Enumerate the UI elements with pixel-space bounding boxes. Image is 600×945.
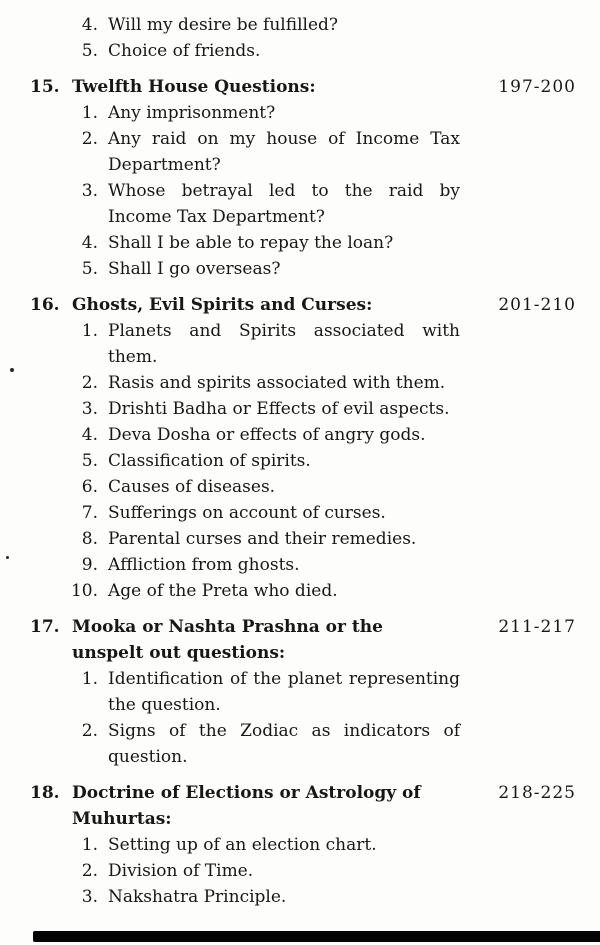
item-text: Age of the Preta who died.: [108, 581, 338, 601]
section-page-range: 201-210: [498, 295, 576, 315]
item-text: Identification of the planet representing the question.: [108, 669, 460, 715]
item-number: 4.: [81, 233, 98, 253]
toc-item: [70, 448, 600, 474]
section-header: [30, 614, 600, 666]
item-text: Division of Time.: [108, 861, 254, 881]
toc-item: [70, 526, 600, 552]
toc-item: [70, 370, 600, 396]
item-number: 9.: [81, 555, 98, 575]
toc-item: [70, 858, 600, 884]
item-number: 5.: [81, 451, 98, 471]
item-text: Any raid on my house of Income Tax Department?: [108, 129, 460, 175]
toc-item: [70, 256, 600, 282]
item-text: Shall I go overseas?: [108, 259, 281, 279]
item-number: 6.: [81, 477, 98, 497]
item-text: Deva Dosha or effects of angry gods.: [108, 425, 426, 445]
item-text: Parental curses and their remedies.: [108, 529, 417, 549]
section-header: [30, 74, 600, 100]
item-number: 5.: [81, 41, 98, 61]
toc-item: [70, 100, 600, 126]
item-number: 1.: [81, 321, 98, 341]
toc-item: [70, 474, 600, 500]
toc-item: [70, 578, 600, 604]
section-number: 18.: [30, 783, 60, 803]
section-number: 16.: [30, 295, 60, 315]
item-text: Will my desire be fulfilled?: [108, 15, 339, 35]
section-title: Twelfth House Questions:: [72, 77, 316, 97]
toc-item: [70, 230, 600, 256]
section-number: 17.: [30, 617, 60, 637]
item-text: Shall I be able to repay the loan?: [108, 233, 394, 253]
toc-item: [70, 318, 600, 370]
toc-item: [70, 178, 600, 230]
item-number: 2.: [81, 721, 98, 741]
toc-section: [30, 780, 600, 910]
item-text: Rasis and spirits associated with them.: [108, 373, 446, 393]
toc-item: [70, 422, 600, 448]
item-number: 1.: [81, 103, 98, 123]
toc-item: [70, 126, 600, 178]
section-page-range: 211-217: [498, 617, 576, 637]
toc-item: [70, 832, 600, 858]
item-number: 10.: [70, 581, 98, 601]
section-title: Ghosts, Evil Spirits and Curses:: [72, 295, 373, 315]
item-number: 4.: [81, 425, 98, 445]
item-text: Classification of spirits.: [108, 451, 311, 471]
toc-section: [30, 74, 600, 282]
item-text: Setting up of an election chart.: [108, 835, 377, 855]
toc-item: [70, 500, 600, 526]
item-number: 4.: [81, 15, 98, 35]
item-number: 3.: [81, 181, 98, 201]
item-number: 7.: [81, 503, 98, 523]
item-text: Planets and Spirits associated with them.: [108, 321, 460, 367]
item-number: 2.: [81, 861, 98, 881]
item-text: Causes of diseases.: [108, 477, 276, 497]
toc-item: [70, 396, 600, 422]
section-title: Mooka or Nashta Prashna or the unspelt out questions:: [72, 617, 383, 663]
toc-item: [70, 12, 600, 38]
toc-item: [70, 38, 600, 64]
item-number: 3.: [81, 399, 98, 419]
toc-section: [30, 292, 600, 604]
item-number: 8.: [81, 529, 98, 549]
scan-speck: [6, 556, 9, 559]
item-number: 1.: [81, 669, 98, 689]
section-header: [30, 292, 600, 318]
item-text: Whose betrayal led to the raid by Income Tax Department?: [108, 181, 460, 227]
item-text: Choice of friends.: [108, 41, 261, 61]
section-header: [30, 780, 600, 832]
item-text: Affliction from ghosts.: [108, 555, 300, 575]
toc-item: [70, 666, 600, 718]
section-number: 15.: [30, 77, 60, 97]
section-page-range: 218-225: [498, 783, 576, 803]
item-number: 5.: [81, 259, 98, 279]
item-text: Nakshatra Principle.: [108, 887, 287, 907]
toc-item: [70, 718, 600, 770]
item-text: Any imprisonment?: [108, 103, 276, 123]
item-text: Sufferings on account of curses.: [108, 503, 386, 523]
scan-speck: [10, 368, 14, 372]
toc-item: [70, 552, 600, 578]
section-page-range: 197-200: [498, 77, 576, 97]
toc-item: [70, 884, 600, 910]
toc-section: [30, 614, 600, 770]
item-text: Signs of the Zodiac as indicators of question.: [108, 721, 460, 767]
item-number: 1.: [81, 835, 98, 855]
item-number: 2.: [81, 373, 98, 393]
item-text: Drishti Badha or Effects of evil aspects.: [108, 399, 450, 419]
item-number: 2.: [81, 129, 98, 149]
item-number: 3.: [81, 887, 98, 907]
section-title: Doctrine of Elections or Astrology of Muhurtas:: [72, 783, 421, 829]
scan-artifact-bar: [33, 931, 600, 942]
